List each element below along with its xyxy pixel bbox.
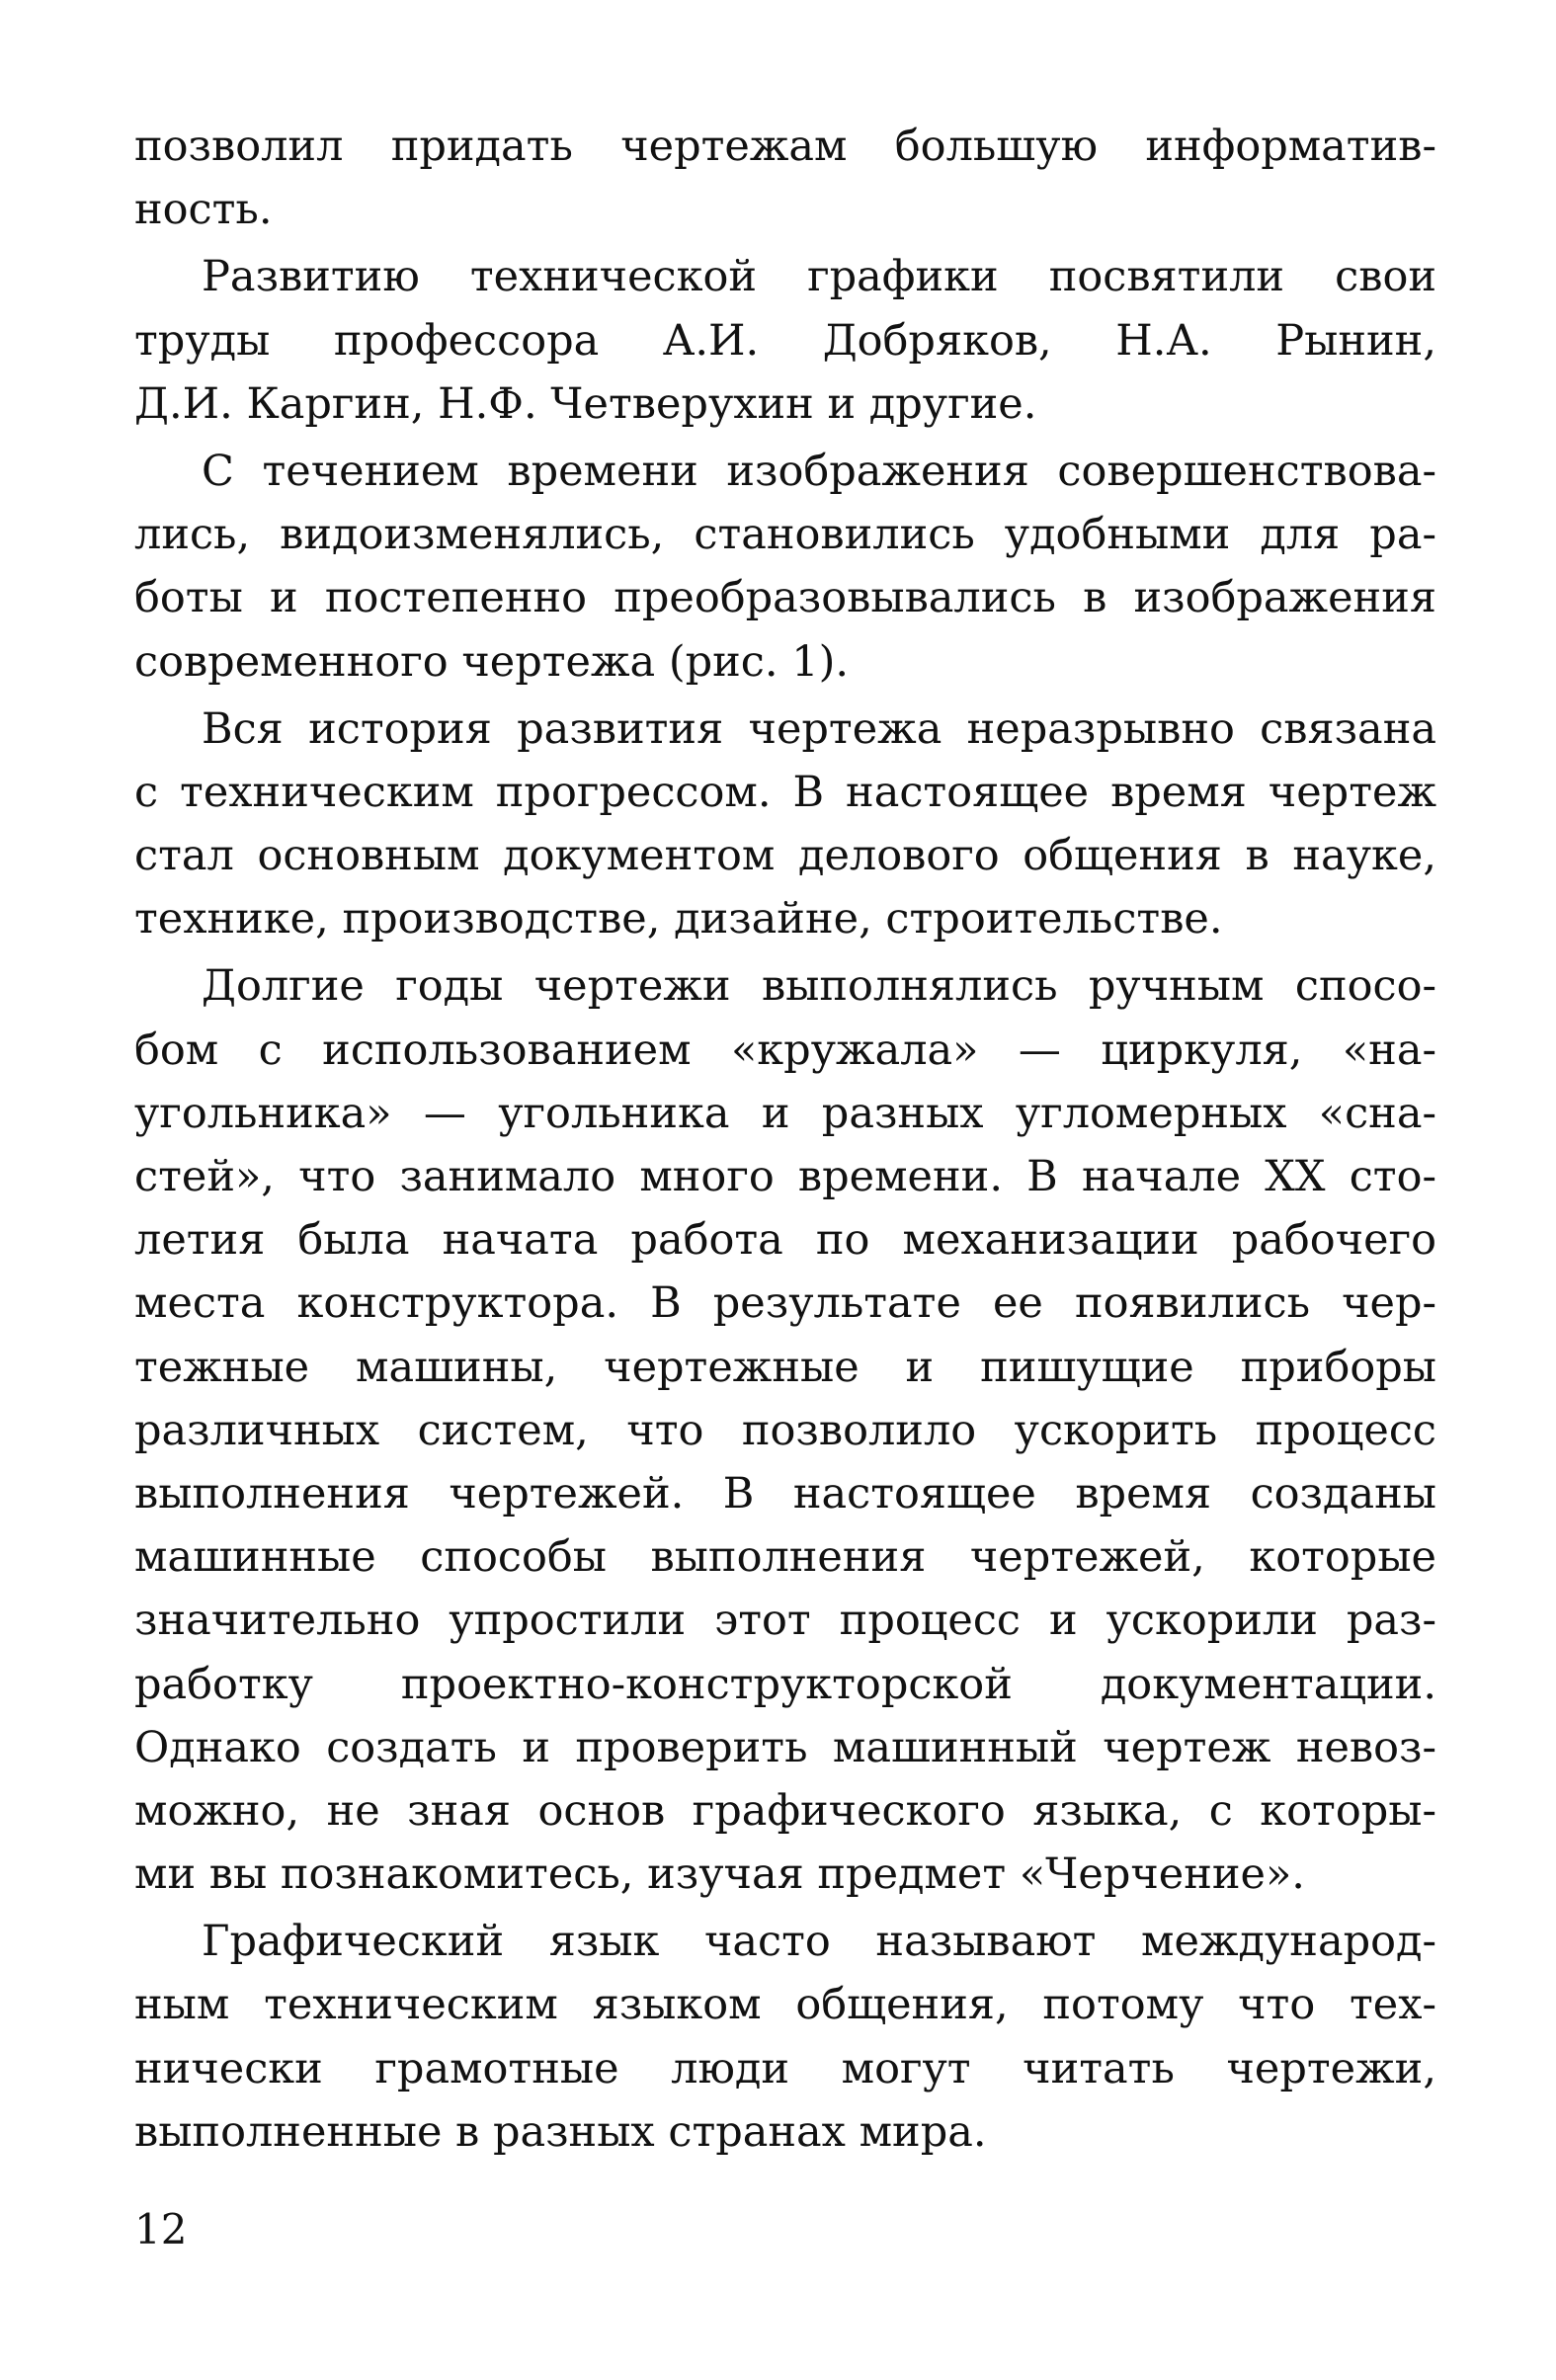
text-line: Развитию технической графики посвятили свои — [202, 252, 1436, 302]
paragraph-graphic-language — [134, 1910, 1436, 2164]
text-line: современного чертежа (рис. 1). — [134, 636, 850, 687]
paragraph-continuation — [134, 115, 1436, 241]
text-line: выполненные в разных странах мира. — [134, 2106, 987, 2157]
paragraph-history — [134, 698, 1436, 951]
paragraph-evolution — [134, 440, 1436, 694]
paragraph-professors — [134, 245, 1436, 436]
text-line: Долгие годы чертежи выполнялись ручным спосо- — [202, 961, 1436, 1012]
page-number: 12 — [134, 2205, 188, 2254]
text-line: угольника» — угольника и разных угломерных «сна- — [134, 1088, 1436, 1138]
text-line: Вся история развития чертежа неразрывно связана — [202, 703, 1436, 754]
text-line: труды профессора А.И. Добряков, Н.А. Рынин, — [134, 315, 1436, 366]
text-line: Графический язык часто называют международ- — [202, 1917, 1436, 1967]
text-line: стал основным документом делового общения в науке, — [134, 831, 1436, 881]
text-line: места конструктора. В результате ее появились чер- — [134, 1278, 1436, 1329]
text-line: С течением времени изображения совершенствова- — [202, 446, 1436, 496]
text-line: выполнения чертежей. В настоящее время созданы — [134, 1468, 1436, 1518]
text-line: тежные машины, чертежные и пишущие приборы — [134, 1342, 1436, 1392]
text-line: нически грамотные люди могут читать чертежи, — [134, 2043, 1436, 2093]
text-line: стей», что занимало много времени. В начале XX сто- — [134, 1152, 1436, 1201]
text-line: ность. — [134, 185, 273, 235]
text-line: различных систем, что позволило ускорить процесс — [134, 1405, 1436, 1455]
text-line: позволил придать чертежам большую информатив- — [134, 122, 1436, 171]
text-line: с техническим прогрессом. В настоящее время чертеж — [134, 767, 1436, 817]
text-line: боты и постепенно преобразовывались в изображения — [134, 573, 1436, 623]
text-line: работку проектно-конструкторской документации. — [134, 1659, 1436, 1709]
text-line: летия была начата работа по механизации рабочего — [134, 1215, 1436, 1266]
text-line: ным техническим языком общения, потому что тех- — [134, 1980, 1436, 2030]
text-line: технике, производстве, дизайне, строительстве. — [134, 894, 1223, 944]
text-line: можно, не зная основ графического языка, с которы- — [134, 1785, 1436, 1836]
text-line: бом с использованием «кружала» — циркуля, «на- — [134, 1025, 1436, 1075]
text-line: Д.И. Каргин, Н.Ф. Четверухин и другие. — [134, 378, 1037, 429]
text-line: машинные способы выполнения чертежей, которые — [134, 1532, 1436, 1583]
paragraph-methods — [134, 954, 1436, 1906]
body-text — [134, 115, 1436, 2164]
text-line: Однако создать и проверить машинный чертеж невоз- — [134, 1722, 1436, 1772]
text-line: лись, видоизменялись, становились удобными для ра- — [134, 510, 1436, 560]
text-line: значительно упростили этот процесс и ускорили раз- — [134, 1596, 1436, 1646]
text-line: ми вы познакомитесь, изучая предмет «Черчение». — [134, 1849, 1305, 1900]
